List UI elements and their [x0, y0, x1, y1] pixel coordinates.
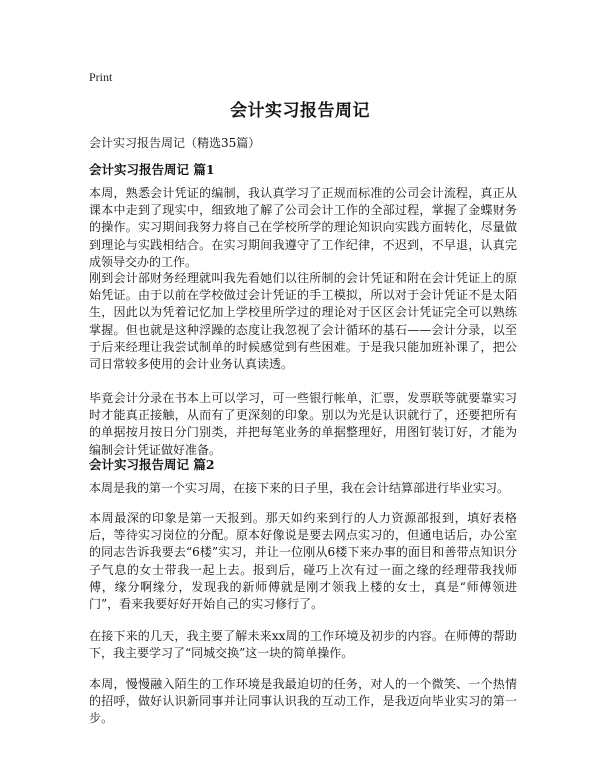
- section-1-paragraph-1: 本周，熟悉会计凭证的编制，我认真学习了正规而标准的公司会计流程，真正从课本中走到了现实中，细致地了解了公司会计工作的全部过程，掌握了金蝶财务的操作。实习期间我努力将自己在学校所学的理论知识向实践方面转化，尽量做到理论与实践相结合。在实习期间我遵守了工作纪律，不迟到，不早退，认真完成领导交办的工作。: [89, 186, 517, 269]
- section-1-paragraph-2: 刚到会计部财务经理就叫我先看她们以往所制的会计凭证和附在会计凭证上的原始凭证。由于以前在学校做过会计凭证的手工模拟，所以对于会计凭证不是太陌生，因此以为凭着记忆加上学校里所学过的理论对于区区会计凭证完全可以熟练掌握。但也就是这种浮躁的态度让我忽视了会计循环的基石——会计分录，以至于后来经理让我尝试制单的时候感觉到有些困难。于是我只能加班补课了，把公司日常较多使用的会计业务认真读透。: [89, 271, 517, 372]
- document-subtitle: 会计实习报告周记（精选35篇）: [89, 136, 261, 150]
- print-label[interactable]: Print: [89, 70, 113, 84]
- section-2-paragraph-2: 本周最深的印象是第一天报到。那天如约来到行的人力资源部报到，填好表格后，等待实习岗位的分配。原本好像说是要去网点实习的，但通电话后，办公室的同志告诉我要去“6楼”实习，并让一位刚从6楼下来办事的面目和善带点知识分子气息的女士带我一起上去。报到后，碰巧上次有过一面之缘的经理带我找师傅，缘分啊缘分，发现我的新师傅就是刚才领我上楼的女士，真是“师傅领进门”，看来我要好好开始自己的实习修行了。: [89, 511, 517, 612]
- document-title: 会计实习报告周记: [230, 101, 370, 121]
- section-2-paragraph-3: 在接下来的几天，我主要了解未来xx周的工作环境及初步的内容。在师傅的帮助下，我主要学习了“同城交换”这一块的简单操作。: [89, 629, 517, 661]
- section-2-paragraph-1: 本周是我的第一个实习周，在接下来的日子里，我在会计结算部进行毕业实习。: [89, 481, 510, 495]
- section-1-paragraph-3: 毕竟会计分录在书本上可以学习，可一些银行帐单，汇票，发票联等就要靠实习时才能真正接触，从而有了更深刻的印象。别以为光是认识就行了，还要把所有的单据按月按日分门别类，并把每笔业务的单据整理好，用图钉装订好，才能为编制会计凭证做好准备。: [89, 391, 517, 457]
- section-2-paragraph-4: 本周，慢慢融入陌生的工作环境是我最迫切的任务，对人的一个微笑、一个热情的招呼，做好认识新同事并让同事认识我的互动工作，是我迈向毕业实习的第一步。: [89, 677, 517, 726]
- section-heading-2: 会计实习报告周记 篇2: [89, 457, 215, 472]
- section-heading-1: 会计实习报告周记 篇1: [89, 162, 215, 177]
